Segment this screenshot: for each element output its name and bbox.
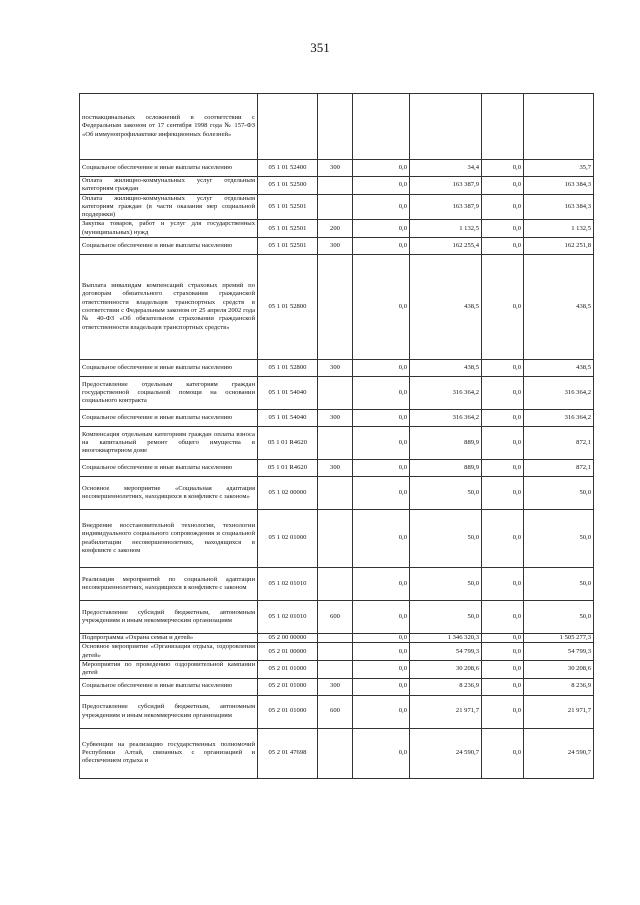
- row-expense-type: 300: [318, 460, 353, 477]
- row-target-code: 05 1 02 00000: [258, 477, 318, 510]
- row-value-2: 54 799,3: [410, 643, 482, 661]
- row-value-4: 438,5: [524, 360, 594, 377]
- row-value-2: 30 208,6: [410, 660, 482, 678]
- row-name: Основное мероприятие «Социальная адаптация несовершеннолетних, находящихся в конфликте с законом»: [80, 477, 258, 510]
- row-value-2: 1 346 320,3: [410, 634, 482, 643]
- row-name: Социальное обеспечение и иные выплаты населению: [80, 238, 258, 255]
- row-expense-type: 600: [318, 695, 353, 728]
- row-target-code: 05 1 01 54040: [258, 410, 318, 427]
- row-target-code: 05 2 01 01000: [258, 678, 318, 695]
- row-name: Внедрение восстановительной технологии, технологии индивидуального социального сопровождения и социальной реабилитации несовершеннолетних, находящихся в конфликте с законом: [80, 510, 258, 568]
- row-value-2: 50,0: [410, 510, 482, 568]
- row-name: Социальное обеспечение и иные выплаты населению: [80, 160, 258, 177]
- row-target-code: 05 1 01 52800: [258, 360, 318, 377]
- page-number: 351: [310, 40, 330, 55]
- row-expense-type: [318, 94, 353, 160]
- row-expense-type: [318, 477, 353, 510]
- row-value-2: 21 971,7: [410, 695, 482, 728]
- row-name: Основное мероприятие «Организация отдыха, оздоровления детей»: [80, 643, 258, 661]
- row-value-1: 0,0: [353, 568, 410, 601]
- row-value-4: 35,7: [524, 160, 594, 177]
- row-value-2: 438,5: [410, 255, 482, 360]
- row-value-4: 50,0: [524, 601, 594, 634]
- table-row: [80, 601, 594, 634]
- table-row: [80, 360, 594, 377]
- row-expense-type: [318, 660, 353, 678]
- row-value-4: 438,5: [524, 255, 594, 360]
- row-value-1: 0,0: [353, 643, 410, 661]
- table-row: [80, 728, 594, 778]
- row-expense-type: 300: [318, 238, 353, 255]
- table-row: [80, 410, 594, 427]
- row-value-4: 8 236,9: [524, 678, 594, 695]
- row-target-code: 05 2 01 01000: [258, 660, 318, 678]
- row-value-3: 0,0: [482, 643, 524, 661]
- row-target-code: 05 2 01 01000: [258, 695, 318, 728]
- table-row: [80, 460, 594, 477]
- row-target-code: 05 1 02 01000: [258, 510, 318, 568]
- row-target-code: 05 1 01 R4620: [258, 460, 318, 477]
- row-value-1: 0,0: [353, 377, 410, 410]
- table-row: [80, 238, 594, 255]
- row-value-2: 163 387,9: [410, 194, 482, 220]
- row-value-3: 0,0: [482, 678, 524, 695]
- row-value-3: 0,0: [482, 601, 524, 634]
- row-value-1: 0,0: [353, 360, 410, 377]
- row-value-3: 0,0: [482, 255, 524, 360]
- row-name: Закупка товаров, работ и услуг для государственных (муниципальных) нужд: [80, 220, 258, 238]
- row-value-1: 0,0: [353, 477, 410, 510]
- row-name: Социальное обеспечение и иные выплаты населению: [80, 460, 258, 477]
- row-name: Социальное обеспечение и иные выплаты населению: [80, 410, 258, 427]
- row-target-code: 05 1 01 52501: [258, 238, 318, 255]
- table-row: [80, 678, 594, 695]
- table-row: [80, 177, 594, 195]
- row-value-2: 438,5: [410, 360, 482, 377]
- row-value-2: 162 255,4: [410, 238, 482, 255]
- row-value-3: 0,0: [482, 410, 524, 427]
- row-expense-type: 600: [318, 601, 353, 634]
- row-name: Предоставление субсидий бюджетным, автономным учреждениям и иным некоммерческим организациям: [80, 695, 258, 728]
- row-value-1: 0,0: [353, 255, 410, 360]
- row-expense-type: 300: [318, 678, 353, 695]
- row-name: Подпрограмма «Охрана семьи и детей»: [80, 634, 258, 643]
- row-value-3: 0,0: [482, 568, 524, 601]
- row-value-1: 0,0: [353, 160, 410, 177]
- row-target-code: 05 1 02 01010: [258, 568, 318, 601]
- row-expense-type: [318, 377, 353, 410]
- row-value-4: 50,0: [524, 568, 594, 601]
- row-value-4: 872,1: [524, 460, 594, 477]
- row-value-1: 0,0: [353, 220, 410, 238]
- row-value-1: 0,0: [353, 660, 410, 678]
- row-name: Социальное обеспечение и иные выплаты населению: [80, 360, 258, 377]
- row-value-3: [482, 94, 524, 160]
- table-row: [80, 377, 594, 410]
- budget-table: [79, 93, 594, 779]
- row-expense-type: [318, 634, 353, 643]
- row-target-code: 05 1 01 R4620: [258, 427, 318, 460]
- row-value-2: 316 364,2: [410, 410, 482, 427]
- row-value-1: 0,0: [353, 427, 410, 460]
- row-name: Оплата жилищно-коммунальных услуг отдельным категориям граждан: [80, 177, 258, 195]
- row-value-3: 0,0: [482, 177, 524, 195]
- table-row: [80, 160, 594, 177]
- row-expense-type: [318, 728, 353, 778]
- table-row: [80, 568, 594, 601]
- row-value-4: 1 132,5: [524, 220, 594, 238]
- row-value-4: 1 505 277,3: [524, 634, 594, 643]
- row-name: Субвенции на реализацию государственных полномочий Республики Алтай, связанных с организацией и обеспечением отдыха и: [80, 728, 258, 778]
- row-value-1: 0,0: [353, 728, 410, 778]
- row-value-3: 0,0: [482, 477, 524, 510]
- row-value-3: 0,0: [482, 220, 524, 238]
- row-name: Оплата жилищно-коммунальных услуг отдельным категориям граждан (в части оказания мер социальной поддержки): [80, 194, 258, 220]
- row-value-3: 0,0: [482, 377, 524, 410]
- table-row: [80, 255, 594, 360]
- row-value-3: 0,0: [482, 194, 524, 220]
- row-value-1: 0,0: [353, 410, 410, 427]
- row-expense-type: [318, 568, 353, 601]
- row-expense-type: 300: [318, 160, 353, 177]
- table-row: [80, 477, 594, 510]
- table-row: [80, 510, 594, 568]
- row-value-1: 0,0: [353, 177, 410, 195]
- row-value-4: 50,0: [524, 477, 594, 510]
- row-value-1: 0,0: [353, 601, 410, 634]
- row-expense-type: [318, 255, 353, 360]
- row-value-3: 0,0: [482, 238, 524, 255]
- row-target-code: 05 1 01 52800: [258, 255, 318, 360]
- row-value-2: 50,0: [410, 477, 482, 510]
- row-value-2: 316 364,2: [410, 377, 482, 410]
- row-value-3: 0,0: [482, 728, 524, 778]
- row-target-code: 05 2 01 00000: [258, 643, 318, 661]
- row-target-code: 05 1 01 52500: [258, 177, 318, 195]
- table-row: [80, 643, 594, 661]
- row-value-4: 163 384,3: [524, 177, 594, 195]
- row-target-code: 05 1 02 01010: [258, 601, 318, 634]
- table-row: [80, 220, 594, 238]
- row-value-3: 0,0: [482, 360, 524, 377]
- row-expense-type: 300: [318, 360, 353, 377]
- row-expense-type: [318, 510, 353, 568]
- row-value-4: 162 251,8: [524, 238, 594, 255]
- row-value-3: 0,0: [482, 160, 524, 177]
- row-value-4: 21 971,7: [524, 695, 594, 728]
- row-value-1: 0,0: [353, 678, 410, 695]
- row-expense-type: [318, 643, 353, 661]
- row-name: Предоставление отдельным категориям граждан государственной социальной помощи на основании социального контракта: [80, 377, 258, 410]
- row-value-4: 163 384,3: [524, 194, 594, 220]
- row-value-2: 889,9: [410, 427, 482, 460]
- row-value-3: 0,0: [482, 660, 524, 678]
- row-target-code: 05 1 01 52501: [258, 194, 318, 220]
- row-expense-type: 300: [318, 410, 353, 427]
- row-value-2: 24 590,7: [410, 728, 482, 778]
- row-name: Социальное обеспечение и иные выплаты населению: [80, 678, 258, 695]
- row-value-2: 34,4: [410, 160, 482, 177]
- row-target-code: [258, 94, 318, 160]
- table-body: [80, 94, 594, 779]
- row-name: Реализация мероприятий по социальной адаптации несовершеннолетних, находящихся в конфликте с законом: [80, 568, 258, 601]
- row-expense-type: [318, 427, 353, 460]
- row-value-2: 8 236,9: [410, 678, 482, 695]
- table-row: [80, 695, 594, 728]
- row-value-1: 0,0: [353, 194, 410, 220]
- table-row: [80, 94, 594, 160]
- row-target-code: 05 1 01 52501: [258, 220, 318, 238]
- row-value-4: 24 590,7: [524, 728, 594, 778]
- row-name: Мероприятия по проведению оздоровительной кампании детей: [80, 660, 258, 678]
- row-name: Компенсация отдельным категориям граждан оплаты взноса на капитальный ремонт общего имущества в многоквартирном доме: [80, 427, 258, 460]
- row-target-code: 05 2 00 00000: [258, 634, 318, 643]
- row-value-3: 0,0: [482, 695, 524, 728]
- row-value-2: 1 132,5: [410, 220, 482, 238]
- table-row: [80, 194, 594, 220]
- row-target-code: 05 1 01 54040: [258, 377, 318, 410]
- row-value-2: 50,0: [410, 568, 482, 601]
- row-value-2: [410, 94, 482, 160]
- row-value-4: 54 799,3: [524, 643, 594, 661]
- row-name: Выплата инвалидам компенсаций страховых премий по договорам обязательного страхования гражданской ответственности владельцев транспортных средств в соответствии с Федеральным законом от 25 апреля 2002 года № 40-ФЗ «Об обязательном страховании гражданской ответственности владельцев транспортных средств»: [80, 255, 258, 360]
- table-row: [80, 427, 594, 460]
- row-value-1: 0,0: [353, 510, 410, 568]
- row-value-3: 0,0: [482, 460, 524, 477]
- row-value-3: 0,0: [482, 427, 524, 460]
- row-value-3: 0,0: [482, 634, 524, 643]
- row-value-2: 889,9: [410, 460, 482, 477]
- table-row: [80, 634, 594, 643]
- row-value-3: 0,0: [482, 510, 524, 568]
- row-value-4: 50,0: [524, 510, 594, 568]
- row-expense-type: [318, 194, 353, 220]
- row-value-2: 163 387,9: [410, 177, 482, 195]
- row-value-4: 316 364,2: [524, 377, 594, 410]
- table-row: [80, 660, 594, 678]
- row-name: Предоставление субсидий бюджетным, автономным учреждениям и иным некоммерческим организациям: [80, 601, 258, 634]
- row-expense-type: [318, 177, 353, 195]
- row-value-1: [353, 94, 410, 160]
- row-value-4: 30 208,6: [524, 660, 594, 678]
- row-value-1: 0,0: [353, 695, 410, 728]
- row-value-4: 316 364,2: [524, 410, 594, 427]
- row-name: поствакцинальных осложнений в соответствии с Федеральным законом от 17 сентября 1998 года № 157-ФЗ «Об иммунопрофилактике инфекционных болезней»: [80, 94, 258, 160]
- row-target-code: 05 2 01 47698: [258, 728, 318, 778]
- row-expense-type: 200: [318, 220, 353, 238]
- row-target-code: 05 1 01 52400: [258, 160, 318, 177]
- row-value-4: [524, 94, 594, 160]
- row-value-4: 872,1: [524, 427, 594, 460]
- row-value-2: 50,0: [410, 601, 482, 634]
- row-value-1: 0,0: [353, 634, 410, 643]
- row-value-1: 0,0: [353, 238, 410, 255]
- row-value-1: 0,0: [353, 460, 410, 477]
